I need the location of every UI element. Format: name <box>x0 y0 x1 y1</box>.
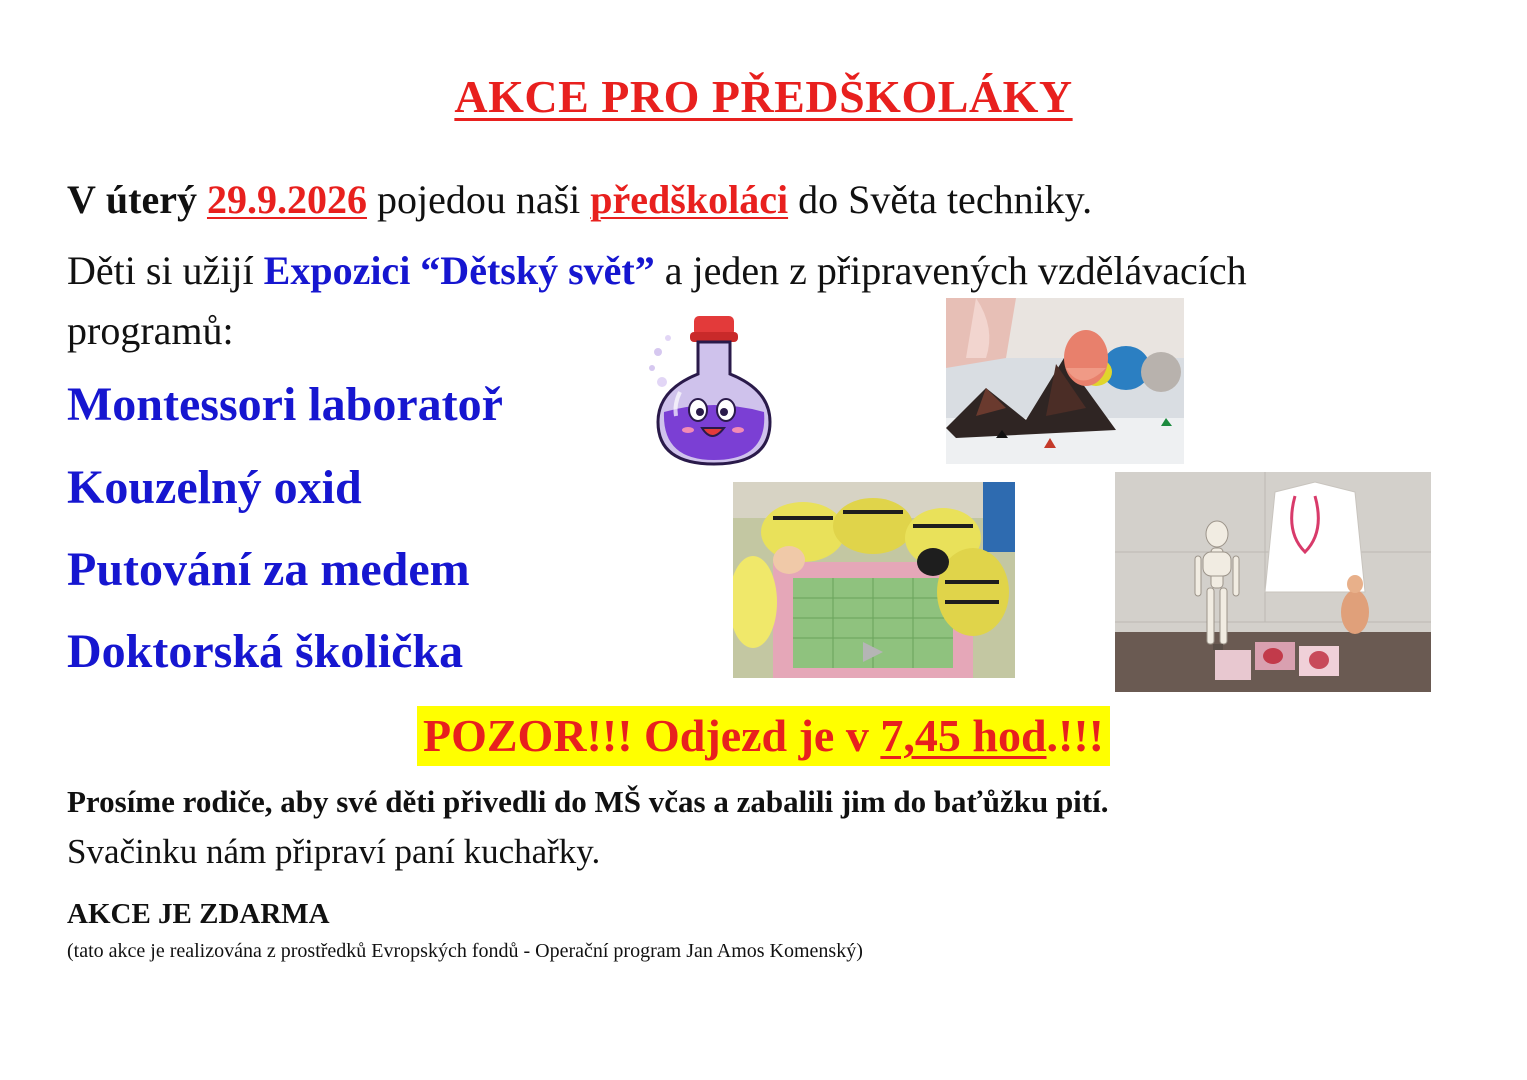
page-title: AKCE PRO PŘEDŠKOLÁKY <box>454 71 1073 122</box>
funding-note: (tato akce je realizována z prostředků Evropských fondů - Operační program Jan Amos Komenský) <box>67 940 863 962</box>
free-label: AKCE JE ZDARMA <box>67 898 330 930</box>
intro-day: úterý <box>105 177 197 222</box>
departure-alert-box <box>417 706 1110 766</box>
snack-note: Svačinku nám připraví paní kuchařky. <box>67 832 601 871</box>
children-image <box>733 482 1015 678</box>
program-item: Doktorská školička <box>67 625 464 678</box>
program-item: Montessori laboratoř <box>67 378 503 431</box>
flask-icon <box>640 312 780 472</box>
enjoy-line2: programů: <box>67 308 234 353</box>
intro-date: 29.9.2026 <box>206 177 367 222</box>
alert-time: 7,45 hod <box>880 710 1047 761</box>
enjoy-highlight: Expozici “Dětský svět” <box>263 248 655 293</box>
intro-who: předškoláci <box>590 177 789 222</box>
enjoy-suffix: a jeden z připravených vzdělávacích <box>664 248 1247 293</box>
program-item: Kouzelný oxid <box>67 461 362 514</box>
intro-suffix: do Světa techniky. <box>798 177 1093 222</box>
intro-mid: pojedou naši <box>376 177 581 222</box>
skeleton-doctor-photo <box>1115 472 1431 692</box>
departure-alert <box>0 706 1527 766</box>
volcano-image <box>946 298 1184 464</box>
enjoy-line <box>67 247 1247 295</box>
program-item: Putování za medem <box>67 543 470 596</box>
intro-line <box>67 176 1092 224</box>
enjoy-prefix: Děti si užijí <box>67 248 254 293</box>
parents-note: Prosíme rodiče, aby své děti přivedli do MŠ včas a zabalili jim do baťůžku pití. <box>67 784 1109 819</box>
alert-prefix: POZOR!!! Odjezd je v <box>423 710 869 761</box>
intro-prefix: V <box>67 177 96 222</box>
alert-suffix: .!!! <box>1046 710 1104 761</box>
potion-flask-cartoon <box>640 312 780 472</box>
skeleton-image <box>1115 472 1431 692</box>
children-floor-game-photo <box>733 482 1015 678</box>
volcano-model-photo <box>946 298 1184 464</box>
